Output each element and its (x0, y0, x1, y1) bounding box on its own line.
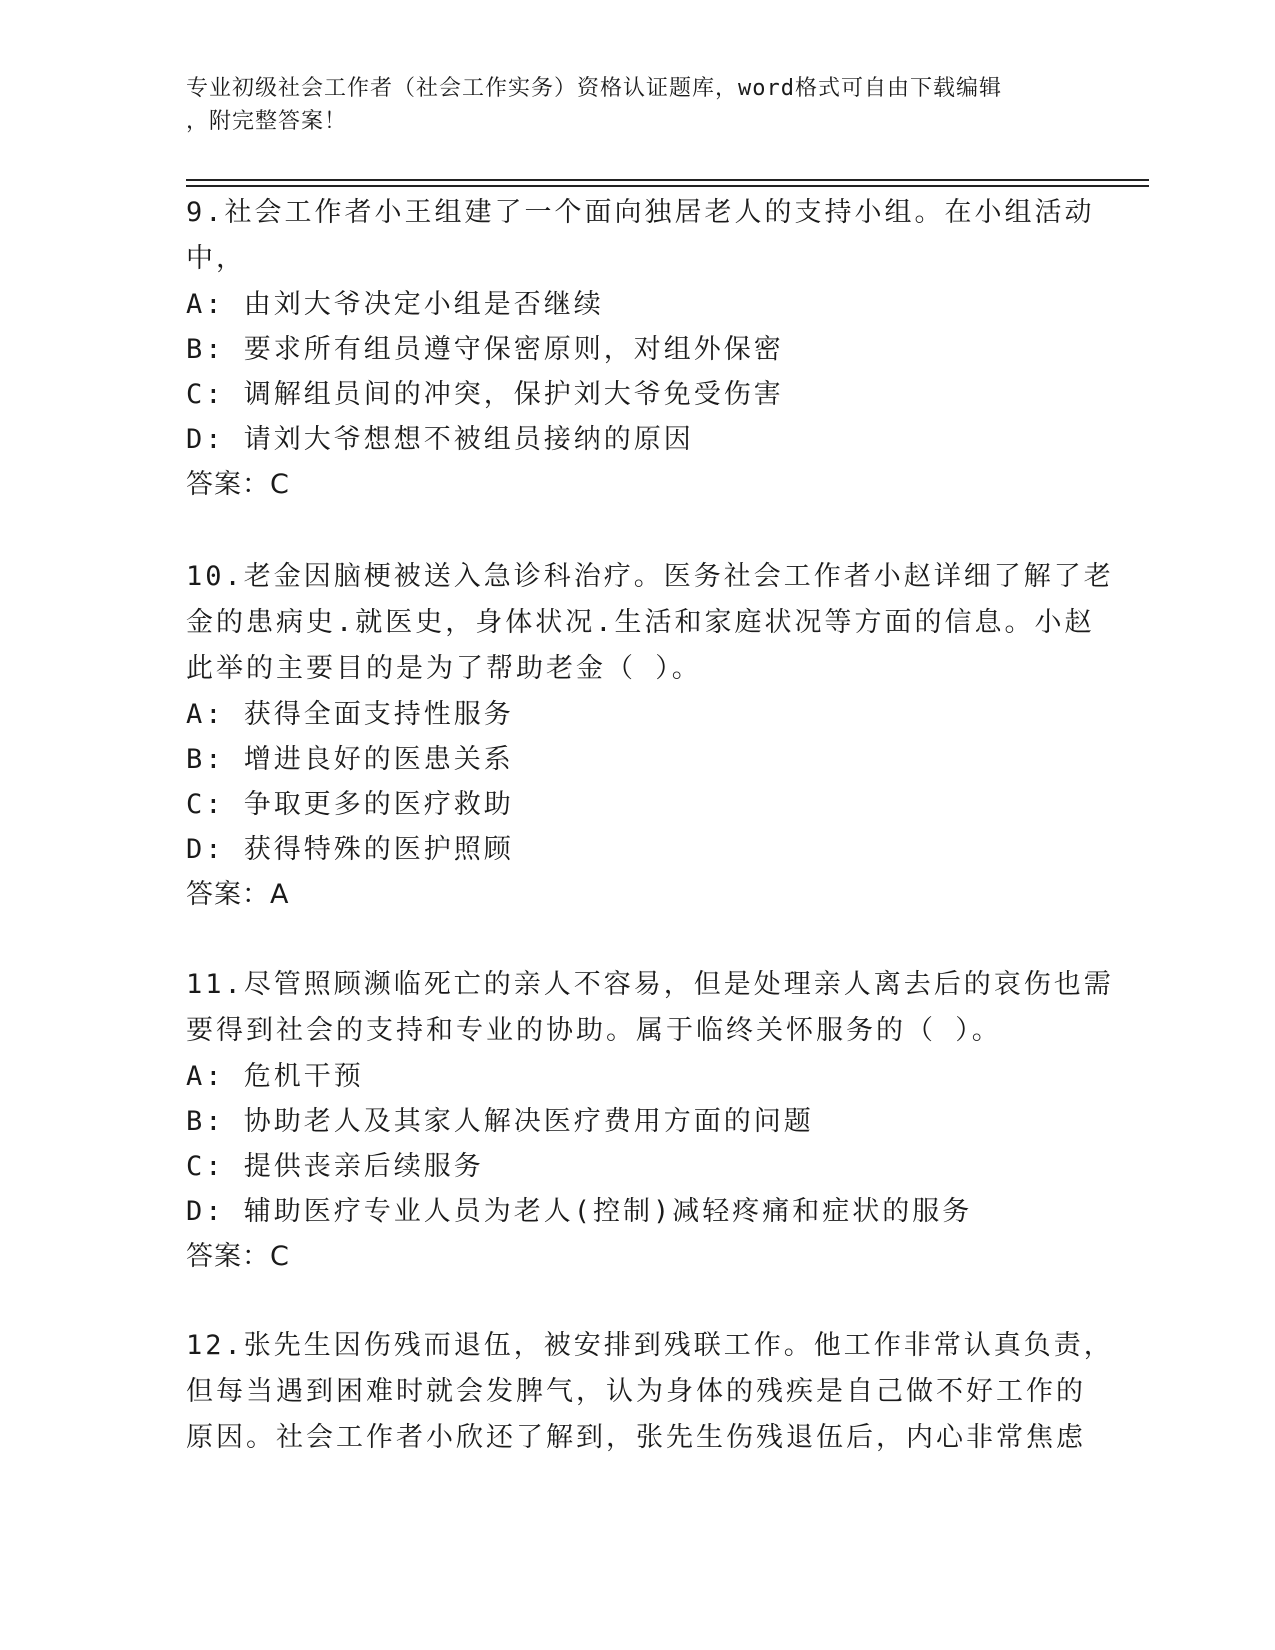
option-c: C: 提供丧亲后续服务 (186, 1151, 484, 1182)
option-a: A: 由刘大爷决定小组是否继续 (186, 289, 604, 320)
option-d: D: 获得特殊的医护照顾 (186, 834, 514, 865)
stem-line: 11.尽管照顾濒临死亡的亲人不容易，但是处理亲人离去后的哀伤也需 (186, 969, 1114, 1000)
question-block (186, 962, 1114, 1279)
option-a: A: 获得全面支持性服务 (186, 699, 514, 730)
stem-line: 但每当遇到困难时就会发脾气，认为身体的残疾是自己做不好工作的 (186, 1376, 1086, 1407)
option-d: D: 请刘大爷想想不被组员接纳的原因 (186, 424, 694, 455)
question-stem (186, 190, 1095, 282)
option-b: B: 要求所有组员遵守保密原则，对组外保密 (186, 334, 784, 365)
option-b: B: 协助老人及其家人解决医疗费用方面的问题 (186, 1106, 814, 1137)
answer: 答案：C (186, 1241, 290, 1272)
question-block (186, 190, 1095, 507)
answer: 答案：A (186, 879, 290, 910)
header-divider-top (186, 179, 1149, 181)
header-divider-bottom (186, 185, 1149, 187)
option-c: C: 调解组员间的冲突，保护刘大爷免受伤害 (186, 379, 784, 410)
document-header (186, 72, 1066, 138)
stem-line: 10.老金因脑梗被送入急诊科治疗。医务社会工作者小赵详细了解了老 (186, 561, 1114, 592)
header-line-1: 专业初级社会工作者（社会工作实务）资格认证题库，word格式可自由下载编辑 (186, 76, 1002, 101)
option-c: C: 争取更多的医疗救助 (186, 789, 514, 820)
stem-line: 金的患病史.就医史，身体状况.生活和家庭状况等方面的信息。小赵 (186, 607, 1095, 638)
question-block (186, 1323, 1114, 1461)
option-d: D: 辅助医疗专业人员为老人(控制)减轻疼痛和症状的服务 (186, 1196, 973, 1227)
stem-line: 要得到社会的支持和专业的协助。属于临终关怀服务的（ ）。 (186, 1015, 1002, 1046)
option-a: A: 危机干预 (186, 1061, 364, 1092)
stem-line: 9.社会工作者小王组建了一个面向独居老人的支持小组。在小组活动 (186, 197, 1095, 228)
question-stem (186, 554, 1114, 692)
question-stem (186, 1323, 1114, 1461)
option-b: B: 增进良好的医患关系 (186, 744, 514, 775)
answer: 答案：C (186, 469, 290, 500)
stem-line: 12.张先生因伤残而退伍，被安排到残联工作。他工作非常认真负责， (186, 1330, 1114, 1361)
stem-line: 原因。社会工作者小欣还了解到，张先生伤残退伍后，内心非常焦虑 (186, 1422, 1086, 1453)
question-stem (186, 962, 1114, 1054)
question-block (186, 554, 1114, 917)
stem-line: 中， (186, 243, 246, 274)
header-line-2: ，附完整答案！ (186, 109, 348, 134)
stem-line: 此举的主要目的是为了帮助老金（ ）。 (186, 653, 702, 684)
